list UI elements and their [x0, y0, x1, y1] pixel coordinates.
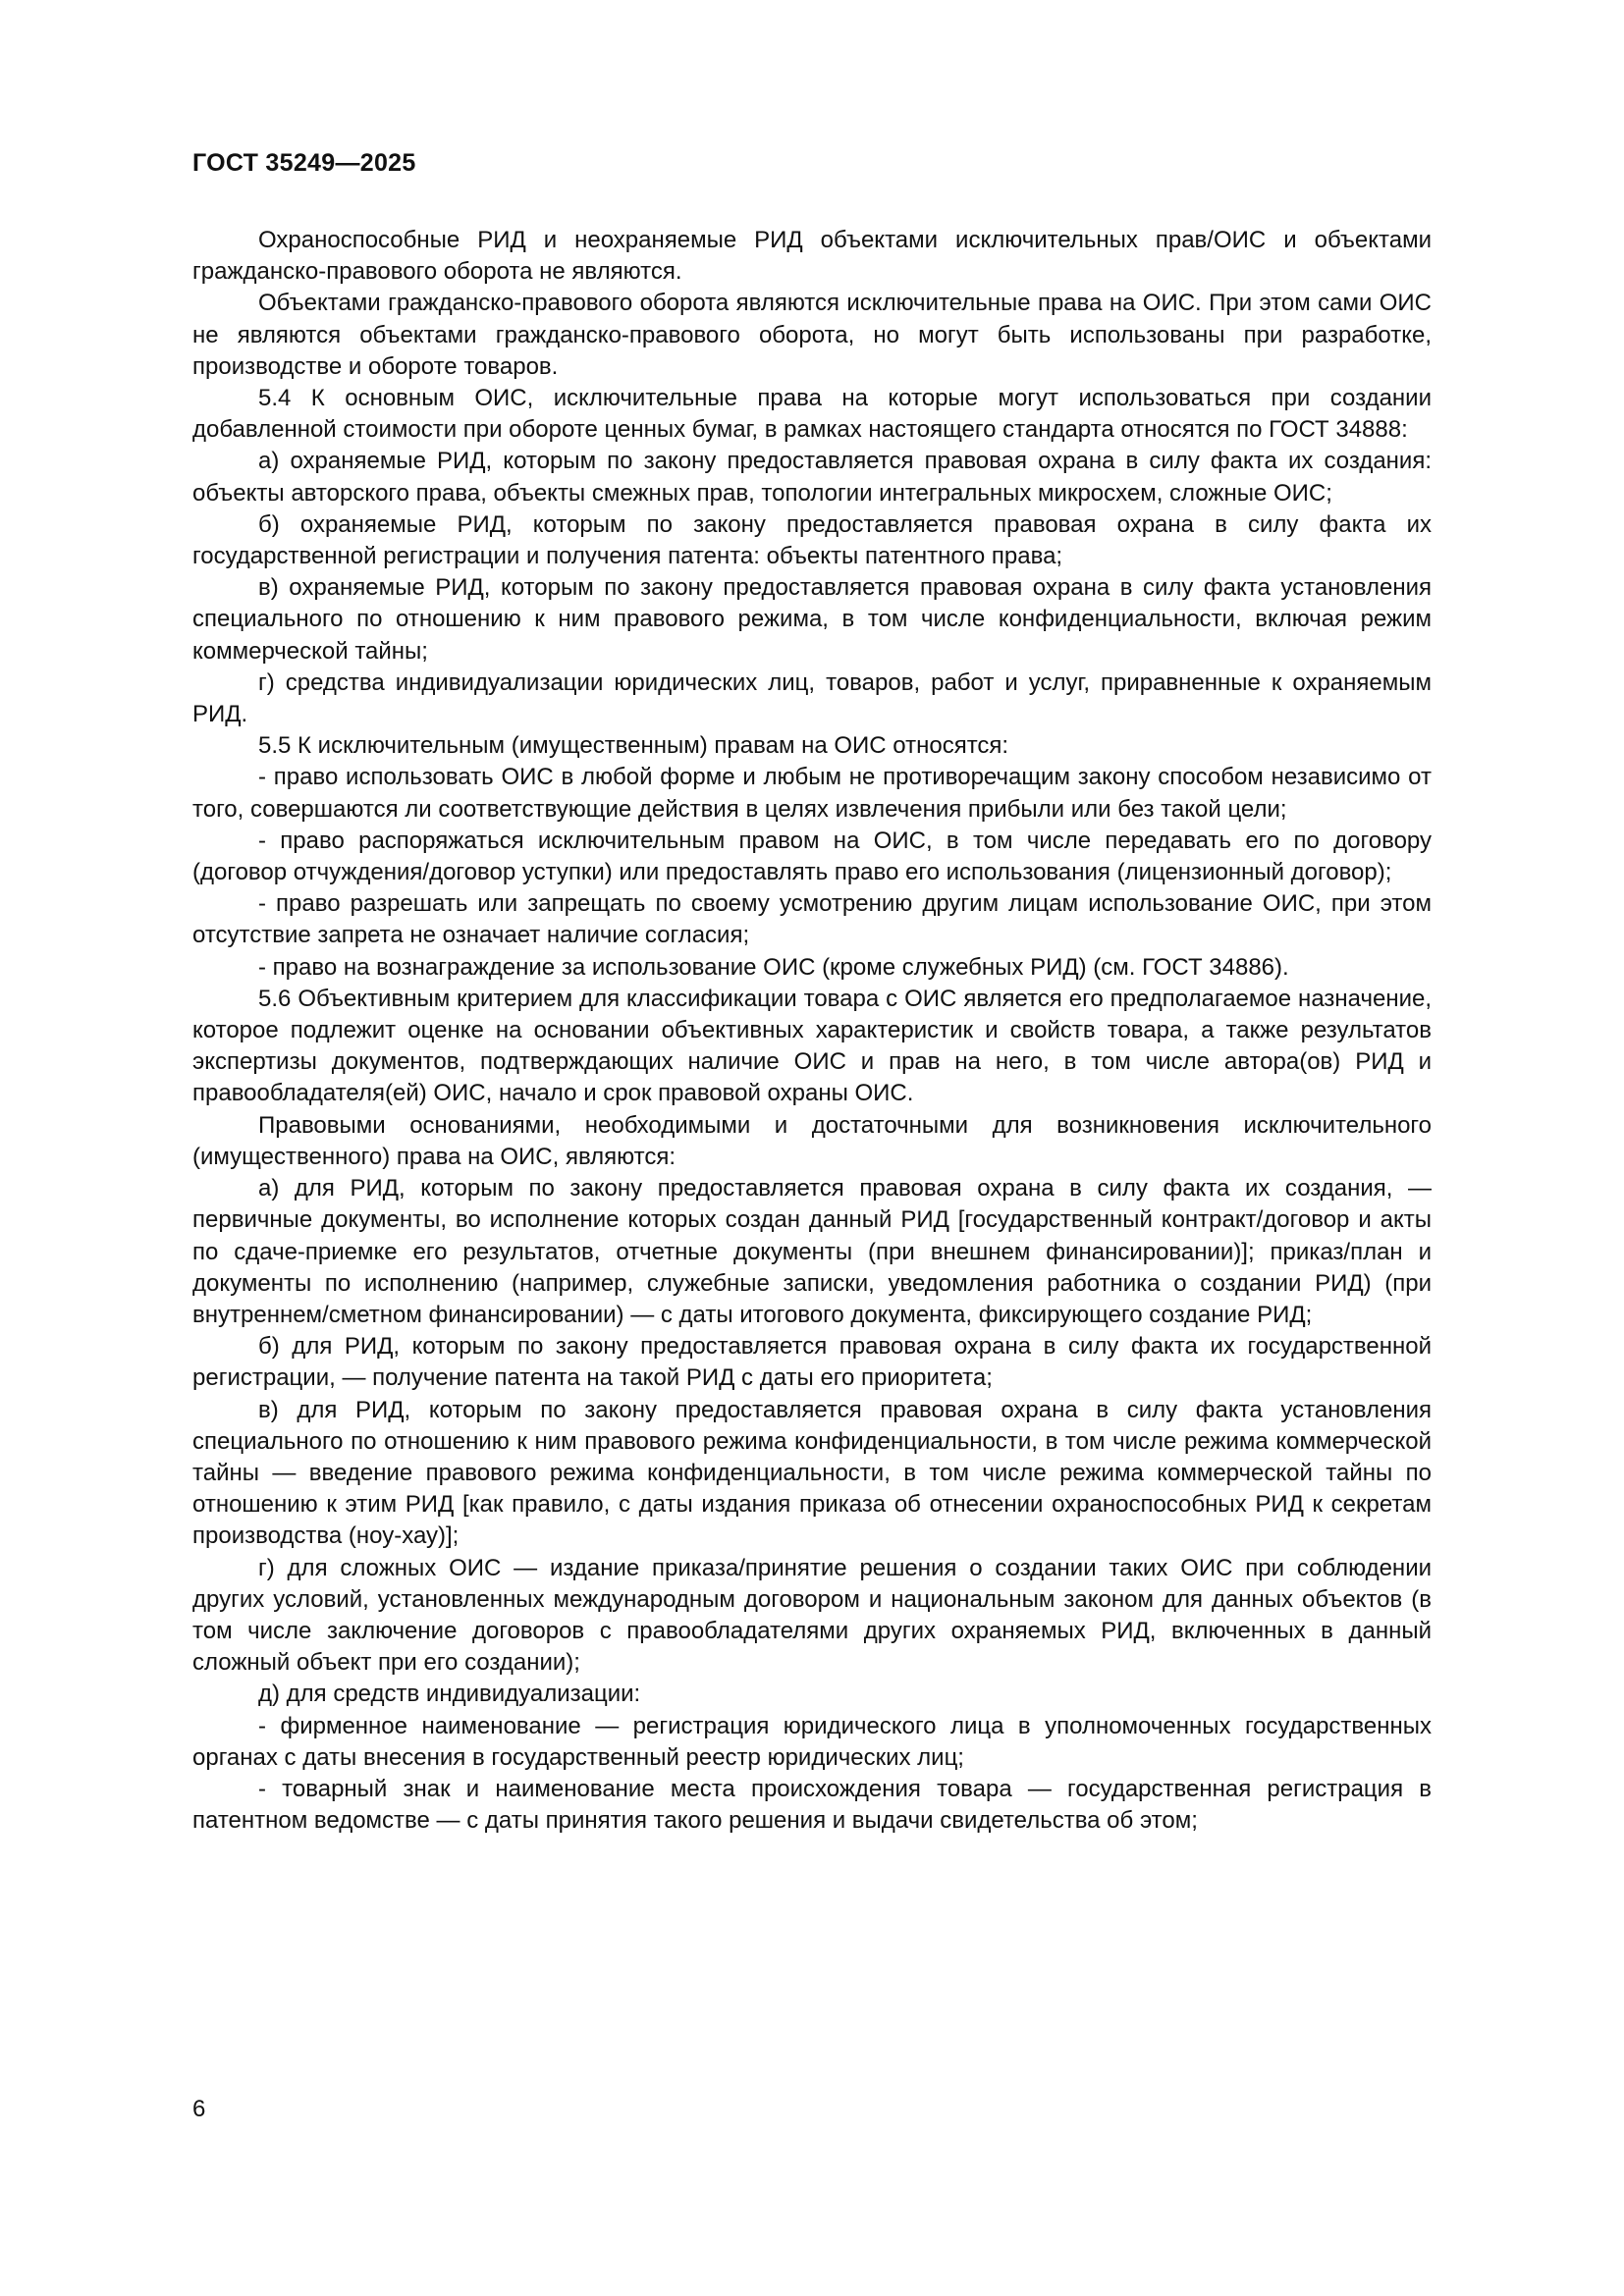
list-item: в) для РИД, которым по закону предоставляется правовая охрана в силу факта установления специального по отношению к ним правового режима конфиденциальности, в том числе режима коммерческой тайны — введение правового режима конфиденциальности, в том числе режима коммерческой тайны по отношению к этим РИД [как правило, с даты издания приказа об отнесении охраноспособных РИД к секретам производства (ноу-хау)];	[192, 1396, 1432, 1550]
paragraph: 5.6 Объективным критерием для классификации товара с ОИС является его предполагаемое назначение, которое подлежит оценке на основании объективных характеристик и свойств товара, а также результатов экспертизы документов, подтверждающих наличие ОИС и прав на него, в том числе автора(ов) РИД и правообладателя(ей) ОИС, начало и срок правовой охраны ОИС.	[192, 985, 1432, 1107]
list-item: в) охраняемые РИД, которым по закону предоставляется правовая охрана в силу факта установления специального по отношению к ним правового режима, в том числе конфиденциальности, включая режим коммерческой тайны;	[192, 574, 1432, 665]
paragraph: Объектами гражданско-правового оборота являются исключительные права на ОИС. При этом сами ОИС не являются объектами гражданско-правового оборота, но могут быть использованы при разработке, производстве и обороте товаров.	[192, 290, 1432, 380]
paragraph: Охраноспособные РИД и неохраняемые РИД объектами исключительных прав/ОИС и объектами гражданско-правового оборота не являются.	[192, 227, 1432, 286]
list-item: д) для средств индивидуализации:	[258, 1681, 641, 1708]
list-item: г) для сложных ОИС — издание приказа/принятие решения о создании таких ОИС при соблюдении других условий, установленных международным договором и национальным законом для данных объектов (в том числе заключение договоров с правообладателями других охраняемых РИД, включенных в данный сложный объект при его создании);	[192, 1554, 1432, 1677]
list-item: а) для РИД, которым по закону предоставляется правовая охрана в силу факта их создания, — первичные документы, во исполнение которых создан данный РИД [государственный контракт/договор и акты по сдаче-приемке его результатов, отчетные документы (при внешнем финансировании)]; приказ/план и документы по исполнению (например, служебные записки, уведомления работника о создании РИД) (при внутреннем/сметном финансировании) — с даты итогового документа, фиксирующего создание РИД;	[192, 1175, 1432, 1328]
list-item: б) для РИД, которым по закону предоставляется правовая охрана в силу факта их государственной регистрации, — получение патента на такой РИД с даты его приоритета;	[192, 1333, 1432, 1392]
list-item: - товарный знак и наименование места происхождения товара — государственная регистрация в патентном ведомстве — с даты принятия такого решения и выдачи свидетельства об этом;	[192, 1775, 1432, 1835]
list-item: г) средства индивидуализации юридических лиц, товаров, работ и услуг, приравненные к охраняемым РИД.	[192, 668, 1432, 728]
list-item: - право на вознаграждение за использование ОИС (кроме служебных РИД) (см. ГОСТ 34886).	[258, 953, 1289, 981]
paragraph: Правовыми основаниями, необходимыми и достаточными для возникновения исключительного (имущественного) права на ОИС, являются:	[192, 1111, 1432, 1170]
document-header: ГОСТ 35249—2025	[192, 149, 416, 177]
list-item: - право разрешать или запрещать по своему усмотрению другим лицам использование ОИС, при этом отсутствие запрета не означает наличие согласия;	[192, 890, 1432, 949]
page-number: 6	[192, 2096, 206, 2122]
list-item: б) охраняемые РИД, которым по закону предоставляется правовая охрана в силу факта их государственной регистрации и получения патента: объекты патентного права;	[192, 510, 1432, 570]
paragraph: 5.4 К основным ОИС, исключительные права на которые могут использоваться при создании добавленной стоимости при обороте ценных бумаг, в рамках настоящего стандарта относятся по ГОСТ 34888:	[192, 385, 1432, 444]
list-item: - право использовать ОИС в любой форме и любым не противоречащим закону способом независимо от того, совершаются ли соответствующие действия в целях извлечения прибыли или без такой цели;	[192, 764, 1432, 823]
paragraph: 5.5 К исключительным (имущественным) правам на ОИС относятся:	[258, 732, 1009, 760]
list-item: - фирменное наименование — регистрация юридического лица в уполномоченных государственных органах с даты внесения в государственный реестр юридических лиц;	[192, 1712, 1432, 1771]
list-item: а) охраняемые РИД, которым по закону предоставляется правовая охрана в силу факта их создания: объекты авторского права, объекты смежных прав, топологии интегральных микросхем, сложные ОИС;	[192, 448, 1432, 507]
document-body	[192, 225, 1432, 1837]
list-item: - право распоряжаться исключительным правом на ОИС, в том числе передавать его по договору (договор отчуждения/договор уступки) или предоставлять право его использования (лицензионный договор);	[192, 827, 1432, 886]
